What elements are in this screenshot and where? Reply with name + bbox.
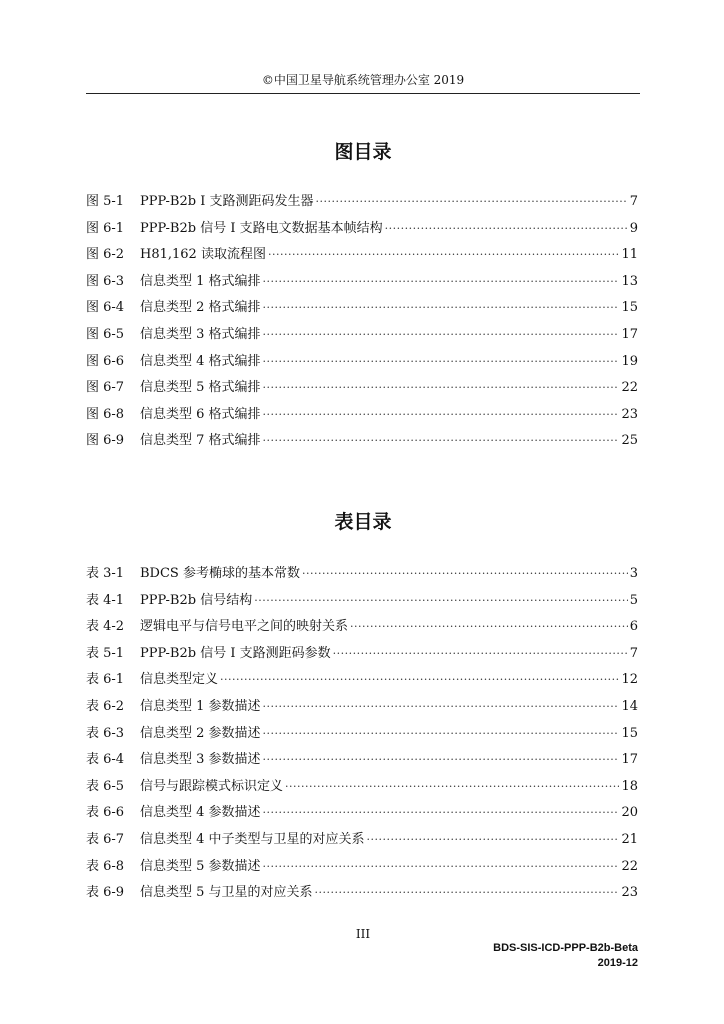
toc-leader-dots [263,428,620,454]
toc-entry-title: 信息类型 1 参数描述 [140,698,261,714]
toc-entry-title: 信息类型 4 格式编排 [140,353,261,369]
toc-entry-page: 17 [621,752,638,768]
toc-leader-dots [315,880,620,906]
toc-entry-title: 信息类型 7 格式编排 [140,433,261,449]
toc-entry-number: 图 6-6 [86,353,125,369]
toc-leader-dots [315,189,627,215]
toc-entry-page: 15 [621,725,638,741]
toc-entry[interactable] [86,561,638,588]
toc-entry[interactable] [86,667,638,694]
toc-entry-page: 18 [621,778,638,794]
toc-entry-title: 信息类型 5 参数描述 [140,858,261,874]
toc-entry-number: 图 6-7 [86,380,125,396]
toc-entry-page: 12 [621,672,638,688]
toc-entry-page: 17 [621,326,638,342]
toc-entry[interactable] [86,402,638,429]
toc-entry[interactable] [86,800,638,827]
toc-entry[interactable] [86,189,638,216]
table-list-title: 表目录 [334,511,392,533]
toc-entry-page: 22 [621,858,638,874]
toc-entry-title: PPP-B2b 信号结构 [140,592,253,608]
toc-entry-page: 11 [621,247,638,263]
toc-entry[interactable] [86,322,638,349]
toc-entry-number: 表 6-4 [86,752,125,768]
toc-leader-dots [220,667,619,693]
toc-leader-dots [302,561,628,587]
toc-entry-number: 表 6-3 [86,725,125,741]
toc-leader-dots [263,295,620,321]
toc-entry-title: 信号与跟踪模式标识定义 [140,778,284,794]
toc-entry[interactable] [86,349,638,376]
toc-entry-title: 信息类型 1 格式编排 [140,273,261,289]
document-id: BDS-SIS-ICD-PPP-B2b-Beta [493,942,638,954]
toc-leader-dots [263,375,620,401]
toc-entry-page: 23 [621,406,638,422]
toc-entry-number: 表 6-9 [86,885,125,901]
toc-entry-page: 21 [621,831,638,847]
toc-leader-dots [263,800,620,826]
toc-leader-dots [333,641,628,667]
toc-entry-page: 7 [629,645,638,661]
toc-entry-title: 信息类型 5 与卫星的对应关系 [140,885,313,901]
toc-entry-page: 19 [621,353,638,369]
toc-entry-page: 3 [629,566,638,581]
toc-entry-title: H81,162 读取流程图 [140,247,266,263]
toc-entry[interactable] [86,747,638,774]
figure-list [86,189,638,455]
toc-entry-title: 信息类型 2 格式编排 [140,300,261,316]
toc-entry[interactable] [86,428,638,455]
toc-leader-dots [263,349,620,375]
toc-entry-number: 表 4-1 [86,592,125,608]
toc-leader-dots [254,588,628,614]
toc-entry-title: PPP-B2b I 支路测距码发生器 [140,194,314,209]
toc-entry[interactable] [86,641,638,668]
toc-entry[interactable] [86,375,638,402]
toc-entry-number: 表 6-6 [86,805,125,821]
toc-leader-dots [350,614,628,640]
toc-leader-dots [263,854,620,880]
toc-entry[interactable] [86,774,638,801]
toc-entry-page: 20 [621,805,638,821]
toc-entry-number: 表 6-7 [86,831,125,847]
toc-entry-page: 15 [621,300,638,316]
toc-entry-number: 图 6-8 [86,406,125,422]
toc-leader-dots [263,269,620,295]
toc-entry-number: 表 6-8 [86,858,125,874]
toc-entry-number: 图 6-3 [86,273,125,289]
toc-entry-number: 图 6-1 [86,220,125,236]
toc-entry-page: 14 [621,698,638,714]
toc-entry[interactable] [86,694,638,721]
toc-entry-number: 图 5-1 [86,194,125,209]
toc-entry-number: 表 6-2 [86,698,125,714]
table-list [86,561,638,907]
toc-leader-dots [385,216,628,242]
toc-leader-dots [263,694,620,720]
toc-entry-title: 信息类型 4 参数描述 [140,805,261,821]
toc-entry[interactable] [86,880,638,907]
toc-leader-dots [263,322,620,348]
toc-entry-page: 13 [621,273,638,289]
header-rule [86,93,640,94]
toc-leader-dots [263,721,620,747]
toc-entry-number: 表 6-1 [86,672,125,688]
toc-leader-dots [285,774,619,800]
toc-entry-title: 信息类型 3 格式编排 [140,326,261,342]
toc-entry-number: 表 6-5 [86,778,125,794]
toc-entry-title: 信息类型 3 参数描述 [140,752,261,768]
toc-entry-page: 25 [621,433,638,449]
toc-entry-title: 信息类型 4 中子类型与卫星的对应关系 [140,831,365,847]
toc-entry[interactable] [86,295,638,322]
toc-entry[interactable] [86,614,638,641]
running-header: ©中国卫星导航系统管理办公室 2019 [261,73,465,87]
toc-entry-number: 表 4-2 [86,619,125,635]
toc-entry-title: 信息类型 2 参数描述 [140,725,261,741]
toc-entry[interactable] [86,242,638,269]
toc-entry-title: PPP-B2b 信号 I 支路测距码参数 [140,645,331,661]
toc-entry-page: 23 [621,885,638,901]
figure-list-title: 图目录 [334,141,392,163]
page-number: III [355,927,371,941]
toc-entry-number: 图 6-4 [86,300,125,316]
toc-entry-title: BDCS 参考椭球的基本常数 [140,566,300,581]
toc-entry[interactable] [86,827,638,854]
toc-entry-title: 信息类型 5 格式编排 [140,380,261,396]
toc-entry-number: 表 5-1 [86,645,125,661]
toc-leader-dots [263,402,620,428]
toc-entry-number: 图 6-2 [86,247,125,263]
toc-entry-title: 信息类型定义 [140,672,219,688]
toc-leader-dots [367,827,620,853]
toc-leader-dots [263,747,620,773]
toc-leader-dots [268,242,619,268]
toc-entry-title: PPP-B2b 信号 I 支路电文数据基本帧结构 [140,220,383,236]
toc-entry-page: 5 [629,592,638,608]
toc-entry-page: 9 [629,220,638,236]
toc-entry-number: 图 6-9 [86,433,125,449]
toc-entry-title: 信息类型 6 格式编排 [140,406,261,422]
toc-entry-title: 逻辑电平与信号电平之间的映射关系 [140,619,349,635]
toc-entry-page: 6 [629,619,638,635]
document-date: 2019-12 [597,957,638,969]
toc-entry-number: 图 6-5 [86,326,125,342]
toc-entry[interactable] [86,269,638,296]
toc-entry-page: 22 [621,380,638,396]
toc-entry-page: 7 [629,194,638,209]
toc-entry[interactable] [86,216,638,243]
toc-entry-number: 表 3-1 [86,566,125,581]
toc-entry[interactable] [86,721,638,748]
toc-entry[interactable] [86,854,638,881]
toc-entry[interactable] [86,588,638,615]
